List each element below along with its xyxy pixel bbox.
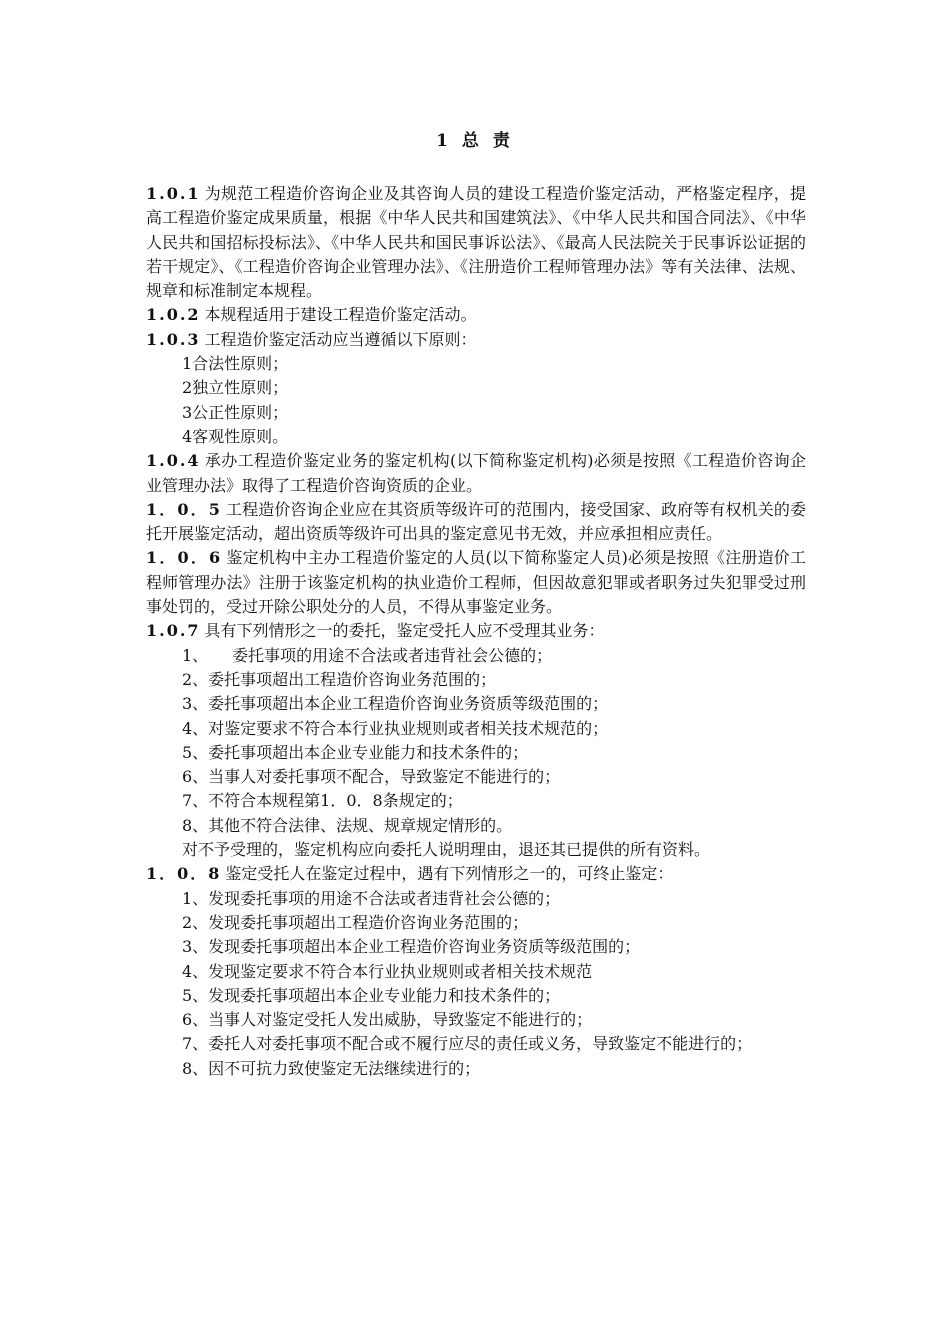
list-item: 4客观性原则。 xyxy=(182,426,289,446)
clause-1-0-2 xyxy=(146,303,806,327)
clause-1-0-5 xyxy=(146,498,806,547)
clause-number: 1.0.2 xyxy=(146,305,201,325)
list-item: 6、当事人对委托事项不配合，导致鉴定不能进行的； xyxy=(182,767,561,787)
clause-1-0-4 xyxy=(146,449,806,498)
clause-number: 1.0.4 xyxy=(146,451,201,471)
clause-text: 为规范工程造价咨询企业及其咨询人员的建设工程造价鉴定活动，严格鉴定程序，提高工程造价鉴定成果质量，根据《中华人民共和国建筑法》、《中华人民共和国合同法》、《中华人民共和国招标投标法》、《中华人民共和国民事诉讼法》、《最高人民法院关于民事诉讼证据的若干规定》、《工程造价咨询企业管理办法》、《注册造价工程师管理办法》等有关法律、法规、规章和标准制定本规程。 xyxy=(146,184,806,301)
list-item: 5、发现委托事项超出本企业专业能力和技术条件的； xyxy=(182,985,561,1005)
clause-1-0-6 xyxy=(146,546,806,619)
list-item: 8、其他不符合法律、法规、规章规定情形的。 xyxy=(182,815,513,835)
clause-text: 工程造价咨询企业应在其资质等级许可的范围内，接受国家、政府等有权机关的委托开展鉴定活动，超出资质等级许可出具的鉴定意见书无效，并应承担相应责任。 xyxy=(146,499,806,544)
clause-text: 承办工程造价鉴定业务的鉴定机构(以下简称鉴定机构)必须是按照《工程造价咨询企业管理办法》取得了工程造价咨询资质的企业。 xyxy=(146,451,806,495)
list-item: 7、不符合本规程第1．0．8条规定的； xyxy=(182,791,463,811)
clause-text: 具有下列情形之一的委托，鉴定受托人应不受理其业务： xyxy=(204,621,605,641)
list-item: 8、因不可抗力致使鉴定无法继续进行的； xyxy=(182,1058,481,1078)
clause-number: 1.0.3 xyxy=(146,329,201,349)
clause-text: 本规程适用于建设工程造价鉴定活动。 xyxy=(204,305,477,325)
list-item: 5、委托事项超出本企业专业能力和技术条件的； xyxy=(182,742,529,762)
list-item: 6、当事人对鉴定受托人发出威胁，导致鉴定不能进行的； xyxy=(182,1010,593,1030)
clause-1-0-3 xyxy=(146,328,806,352)
list-item: 1合法性原则； xyxy=(182,354,289,374)
document-body xyxy=(146,182,806,1081)
clause-number: 1．0．8 xyxy=(146,864,222,884)
list-item: 3公正性原则； xyxy=(182,402,289,422)
clause-number: 1．0．6 xyxy=(146,548,223,568)
clause-number: 1．0．5 xyxy=(146,499,222,519)
list-item: 2、发现委托事项超出工程造价咨询业务范围的； xyxy=(182,912,529,932)
list-item: 2独立性原则； xyxy=(182,378,289,398)
page-title: 1 总 责 xyxy=(436,131,514,151)
clause-1-0-7 xyxy=(146,619,806,643)
clause-number: 1.0.7 xyxy=(146,621,201,641)
clause-text: 鉴定受托人在鉴定过程中，遇有下列情形之一的，可终止鉴定： xyxy=(225,864,674,884)
clause-text: 鉴定机构中主办工程造价鉴定的人员(以下简称鉴定人员)必须是按照《注册造价工程师管理办法》注册于该鉴定机构的执业造价工程师，但因故意犯罪或者职务过失犯罪受过刑事处罚的，受过开除公职处分的人员，不得从事鉴定业务。 xyxy=(146,548,806,617)
list-item: 1、 委托事项的用途不合法或者违背社会公德的； xyxy=(182,645,553,665)
clause-1-0-8 xyxy=(146,862,806,886)
list-item: 3、委托事项超出本企业工程造价咨询业务资质等级范围的； xyxy=(182,694,609,714)
clause-text: 工程造价鉴定活动应当遵循以下原则： xyxy=(204,329,477,349)
clause-number: 1.0.1 xyxy=(146,184,201,203)
list-item: 1、发现委托事项的用途不合法或者违背社会公德的； xyxy=(182,888,561,908)
list-item: 3、发现委托事项超出本企业工程造价咨询业务资质等级范围的； xyxy=(182,937,641,957)
list-item: 4、对鉴定要求不符合本行业执业规则或者相关技术规范的； xyxy=(182,718,609,738)
list-item: 2、委托事项超出工程造价咨询业务范围的； xyxy=(182,669,497,689)
list-item: 7、委托人对委托事项不配合或不履行应尽的责任或义务，导致鉴定不能进行的； xyxy=(182,1034,753,1054)
closing-note: 对不予受理的，鉴定机构应向委托人说明理由，退还其已提供的所有资料。 xyxy=(182,840,711,860)
list-item: 4、发现鉴定要求不符合本行业执业规则或者相关技术规范 xyxy=(182,961,593,981)
clause-1-0-1 xyxy=(146,182,806,303)
